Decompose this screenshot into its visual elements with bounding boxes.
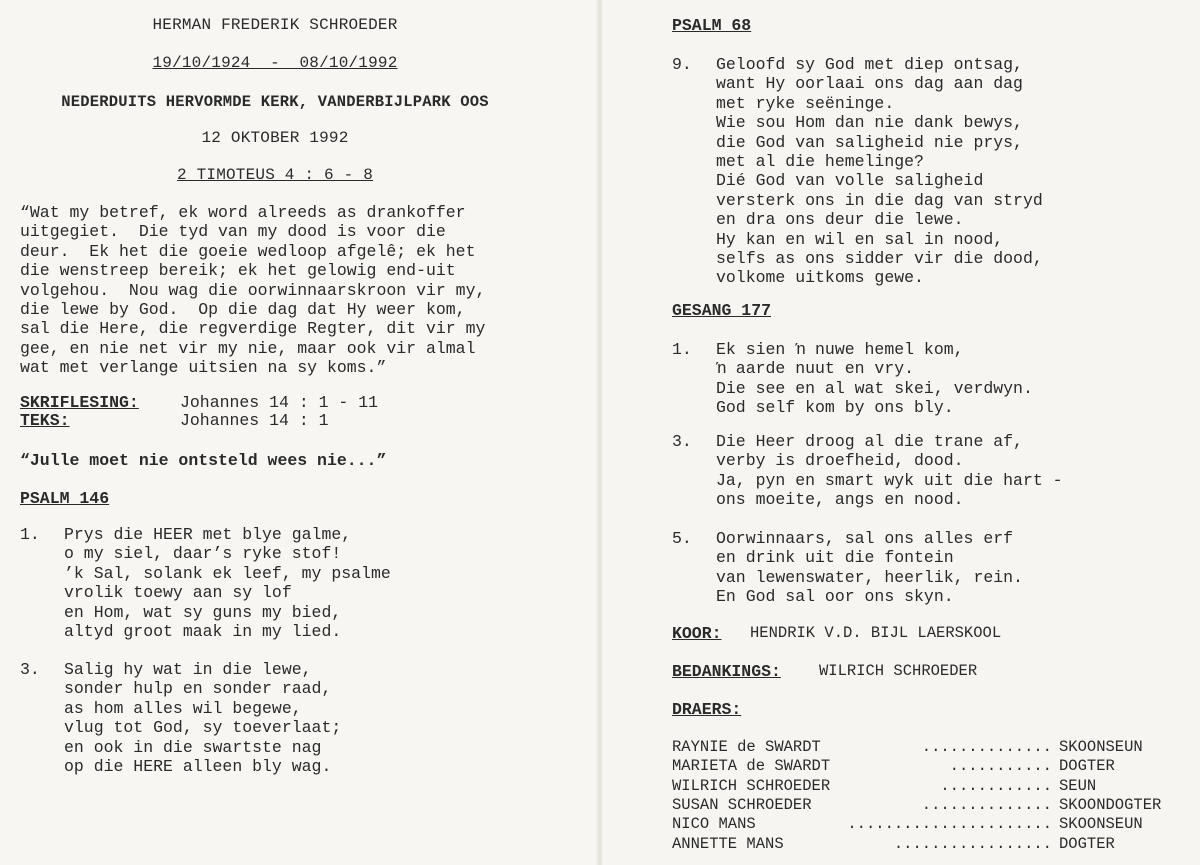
draer-relation: SKOONDOGTER <box>1059 795 1162 814</box>
bedankings-value: WILRICH SCHROEDER <box>819 662 978 680</box>
verse-line: Oorwinnaars, sal ons alles erf <box>716 529 1014 548</box>
verse-line: Die Heer droog al die trane af, <box>716 432 1023 451</box>
psalm-68-title: PSALM 68 <box>672 16 752 35</box>
draer-name: WILRICH SCHROEDER <box>672 776 831 795</box>
draer-dots: ...................... <box>847 815 1052 834</box>
verse-line: volkome uitkoms gewe. <box>716 268 924 288</box>
quote-line: deur. Ek het die goeie wedloop afgelê; ek het <box>20 241 476 261</box>
scripture-quote <box>20 203 485 378</box>
quote-line: uitgegiet. Die tyd van my dood is voor die <box>20 222 446 242</box>
draer-name: MARIETA de SWARDT <box>672 757 831 776</box>
verse-line: altyd groot maak in my lied. <box>64 622 342 642</box>
verse-line: Salig hy wat in die lewe, <box>64 660 312 679</box>
verse-line: en Hom, wat sy guns my bied, <box>64 602 342 622</box>
koor-value: HENDRIK V.D. BIJL LAERSKOOL <box>750 624 1002 642</box>
quote-line: gee, en nie net vir my nie, maar ook vir almal <box>20 338 476 358</box>
verse-line: ’k Sal, solank ek leef, my psalme <box>64 563 391 583</box>
gesang-177-verse-text <box>716 432 1063 510</box>
verse-line: van lewenswater, heerlik, rein. <box>716 567 1023 587</box>
verse-line: sonder hulp en sonder raad, <box>64 679 332 699</box>
life-dates: 19/10/1924 - 08/10/1992 <box>152 54 398 72</box>
verse-line: met ryke seëninge. <box>716 93 895 113</box>
right-page <box>602 0 1200 865</box>
verse-line: want Hy oorlaai ons dag aan dag <box>716 74 1023 94</box>
gesang-177-verse-number: 5. <box>672 529 692 548</box>
draer-dots: ............ <box>940 776 1052 795</box>
draer-row <box>672 757 1192 776</box>
verse-line: ŉ aarde nuut en vry. <box>716 359 915 379</box>
draer-row <box>672 835 1192 854</box>
verse-line: o my siel, daar’s ryke stof! <box>64 544 342 564</box>
draer-relation: SKOONSEUN <box>1059 815 1143 834</box>
verse-line: en dra ons deur die lewe. <box>716 210 964 230</box>
psalm-68-verse-number: 9. <box>672 55 692 74</box>
verse-line: versterk ons in die dag van stryd <box>716 190 1043 210</box>
skriflesing-label: SKRIFLESING: <box>20 393 139 412</box>
church-name: NEDERDUITS HERVORMDE KERK, VANDERBIJLPARK OOS <box>61 93 489 111</box>
verse-line: Hy kan en wil en sal in nood, <box>716 229 1004 249</box>
draer-relation: DOGTER <box>1059 834 1115 853</box>
quote-line: volgehou. Nou wag die oorwinnaarskroon vir my, <box>20 280 486 300</box>
quote-line: sal die Here, die regverdige Regter, dit vir my <box>20 319 486 339</box>
gesang-177-verse-number: 3. <box>672 432 692 451</box>
verse-line: Geloofd sy God met diep ontsag, <box>716 55 1023 74</box>
service-date: 12 OKTOBER 1992 <box>201 129 349 147</box>
verse-line: verby is droefheid, dood. <box>716 451 964 471</box>
draer-row <box>672 796 1192 815</box>
bedankings-label: BEDANKINGS: <box>672 662 781 681</box>
verse-line: en drink uit die fontein <box>716 548 954 568</box>
skriflesing-value: Johannes 14 : 1 - 11 <box>180 393 379 412</box>
verse-line: vlug tot God, sy toeverlaat; <box>64 718 342 738</box>
verse-line: Ja, pyn en smart wyk uit die hart - <box>716 470 1063 490</box>
psalm-68-verse-text <box>716 55 1043 288</box>
verse-line: selfs as ons sidder vir die dood, <box>716 249 1043 269</box>
verse-line: God self kom by ons bly. <box>716 398 954 418</box>
psalm-146-verse-text <box>64 660 341 776</box>
draer-name: NICO MANS <box>672 815 756 834</box>
psalm-146-verse-number: 3. <box>20 660 40 679</box>
scripture-reference: 2 TIMOTEUS 4 : 6 - 8 <box>176 166 374 184</box>
psalm-146-title: PSALM 146 <box>20 489 110 508</box>
draer-dots: ................. <box>893 834 1052 853</box>
verse-line: as hom alles wil begewe, <box>64 698 302 718</box>
draer-relation: SKOONSEUN <box>1059 738 1143 756</box>
quote-line: “Wat my betref, ek word alreeds as drankoffer <box>20 203 466 222</box>
verse-line: Dié God van volle saligheid <box>716 171 984 191</box>
deceased-name: HERMAN FREDERIK SCHROEDER <box>152 16 398 34</box>
gesang-177-verse-text <box>716 340 1033 418</box>
draer-dots: .............. <box>921 738 1052 756</box>
draer-dots: ........... <box>949 757 1052 776</box>
draer-row <box>672 815 1192 834</box>
gesang-177-verse-text <box>716 529 1023 607</box>
draer-row <box>672 738 1192 757</box>
draer-row <box>672 777 1192 796</box>
quote-line: die wenstreep bereik; ek het gelowig end-uit <box>20 261 456 281</box>
draer-dots: .............. <box>921 795 1052 814</box>
gesang-177-verse-number: 1. <box>672 340 692 359</box>
draer-name: ANNETTE MANS <box>672 834 784 853</box>
verse-line: Wie sou Hom dan nie dank bewys, <box>716 113 1023 133</box>
draers-label: DRAERS: <box>672 700 742 719</box>
psalm-146-verse-number: 1. <box>20 525 40 544</box>
draer-relation: SEUN <box>1059 776 1097 795</box>
verse-line: vrolik toewy aan sy lof <box>64 583 292 603</box>
verse-line: Ek sien ŉ nuwe hemel kom, <box>716 340 964 359</box>
quote-line: wat met verlange uitsien na sy koms.” <box>20 358 387 378</box>
teks-value: Johannes 14 : 1 <box>180 411 329 430</box>
teks-label: TEKS: <box>20 411 70 430</box>
verse-line: Prys die HEER met blye galme, <box>64 525 352 544</box>
verse-line: en ook in die swartste nag <box>64 737 322 757</box>
draer-name: SUSAN SCHROEDER <box>672 795 812 814</box>
draer-name: RAYNIE de SWARDT <box>672 738 821 756</box>
left-page <box>0 0 598 865</box>
verse-line: met al die hemelinge? <box>716 152 924 172</box>
verse-line: Die see en al wat skei, verdwyn. <box>716 378 1033 398</box>
verse-line: die God van saligheid nie prys, <box>716 132 1023 152</box>
quote-line: die lewe by God. Op die dag dat Hy weer kom, <box>20 300 466 320</box>
gesang-177-title: GESANG 177 <box>672 301 772 320</box>
verse-line: En God sal oor ons skyn. <box>716 587 954 607</box>
verse-line: ons moeite, angs en nood. <box>716 490 964 510</box>
koor-label: KOOR: <box>672 624 722 643</box>
verse-line: op die HERE alleen bly wag. <box>64 757 332 777</box>
draer-relation: DOGTER <box>1059 757 1115 776</box>
psalm-146-verse-text <box>64 525 391 641</box>
teks-quote: “Julle moet nie ontsteld wees nie...” <box>20 451 387 470</box>
